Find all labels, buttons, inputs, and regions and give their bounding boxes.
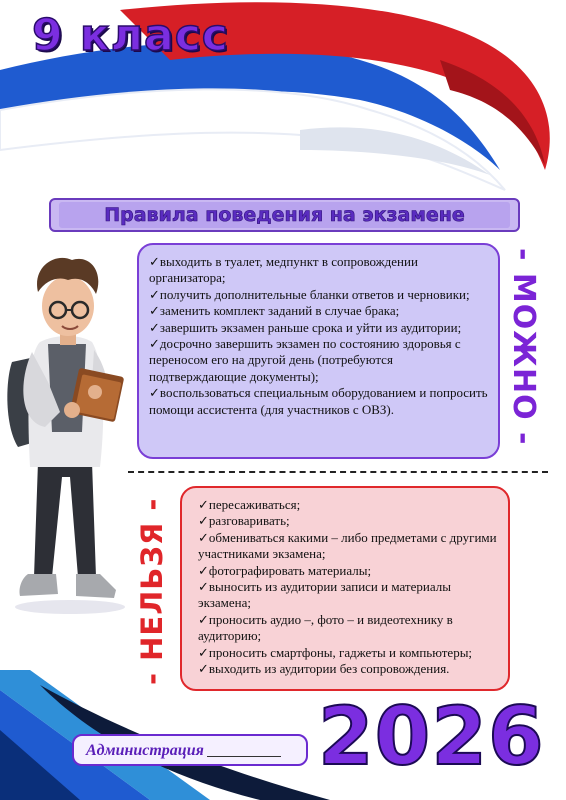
list-item: ✓выносить из аудитории записи и материалы экзамена; — [198, 579, 451, 611]
rules-title: Правила поведения на экзамене — [59, 202, 510, 228]
year: 2026 — [318, 690, 545, 783]
list-item: ✓проносить аудио –, фото – и видеотехнику в аудиторию; — [198, 611, 453, 644]
allowed-rules-box — [137, 243, 500, 459]
list-item: ✓проносить смартфоны, гаджеты и компьютеры; — [198, 644, 473, 660]
list-item: ✓досрочно завершить экзамен по состоянию здоровья с переносом его на другой день (потребуются подтверждающие документы); — [149, 336, 461, 384]
list-item: ✓завершить экзамен раньше срока и уйти из аудитории; — [149, 319, 462, 335]
forbidden-rules-box — [180, 486, 510, 691]
list-item: ✓фотографировать материалы; — [198, 562, 372, 578]
list-item: ✓выходить из аудитории без сопровождения. — [198, 661, 450, 677]
list-item: ✓пересаживаться; — [198, 497, 301, 512]
page-title: 9 класс — [32, 10, 229, 61]
list-item: ✓воспользоваться специальным оборудованием и попросить помощи ассистента (для участников с ОВЗ). — [149, 385, 488, 417]
forbidden-label-svg — [130, 480, 174, 690]
list-item: ✓обмениваться какими – либо предметами с другими участниками экзамена; — [198, 529, 497, 562]
signature-field — [72, 734, 308, 766]
allowed-label: - МОЖНО - — [506, 248, 541, 446]
list-item: ✓разговаривать; — [198, 513, 290, 529]
forbidden-label: - НЕЛЬЗЯ - — [135, 497, 169, 685]
dashed-divider — [128, 471, 548, 473]
student-illustration — [0, 232, 140, 617]
rules-title-banner — [49, 198, 520, 232]
signature-label: Администрация — [86, 742, 204, 759]
list-item: ✓получить дополнительные бланки ответов и черновики; — [149, 286, 470, 302]
list-item: ✓заменить комплект заданий в случае брака; — [149, 303, 400, 319]
signature-line — [207, 756, 281, 757]
list-item: ✓выходить в туалет, медпункт в сопровождении организатора; — [149, 254, 418, 286]
